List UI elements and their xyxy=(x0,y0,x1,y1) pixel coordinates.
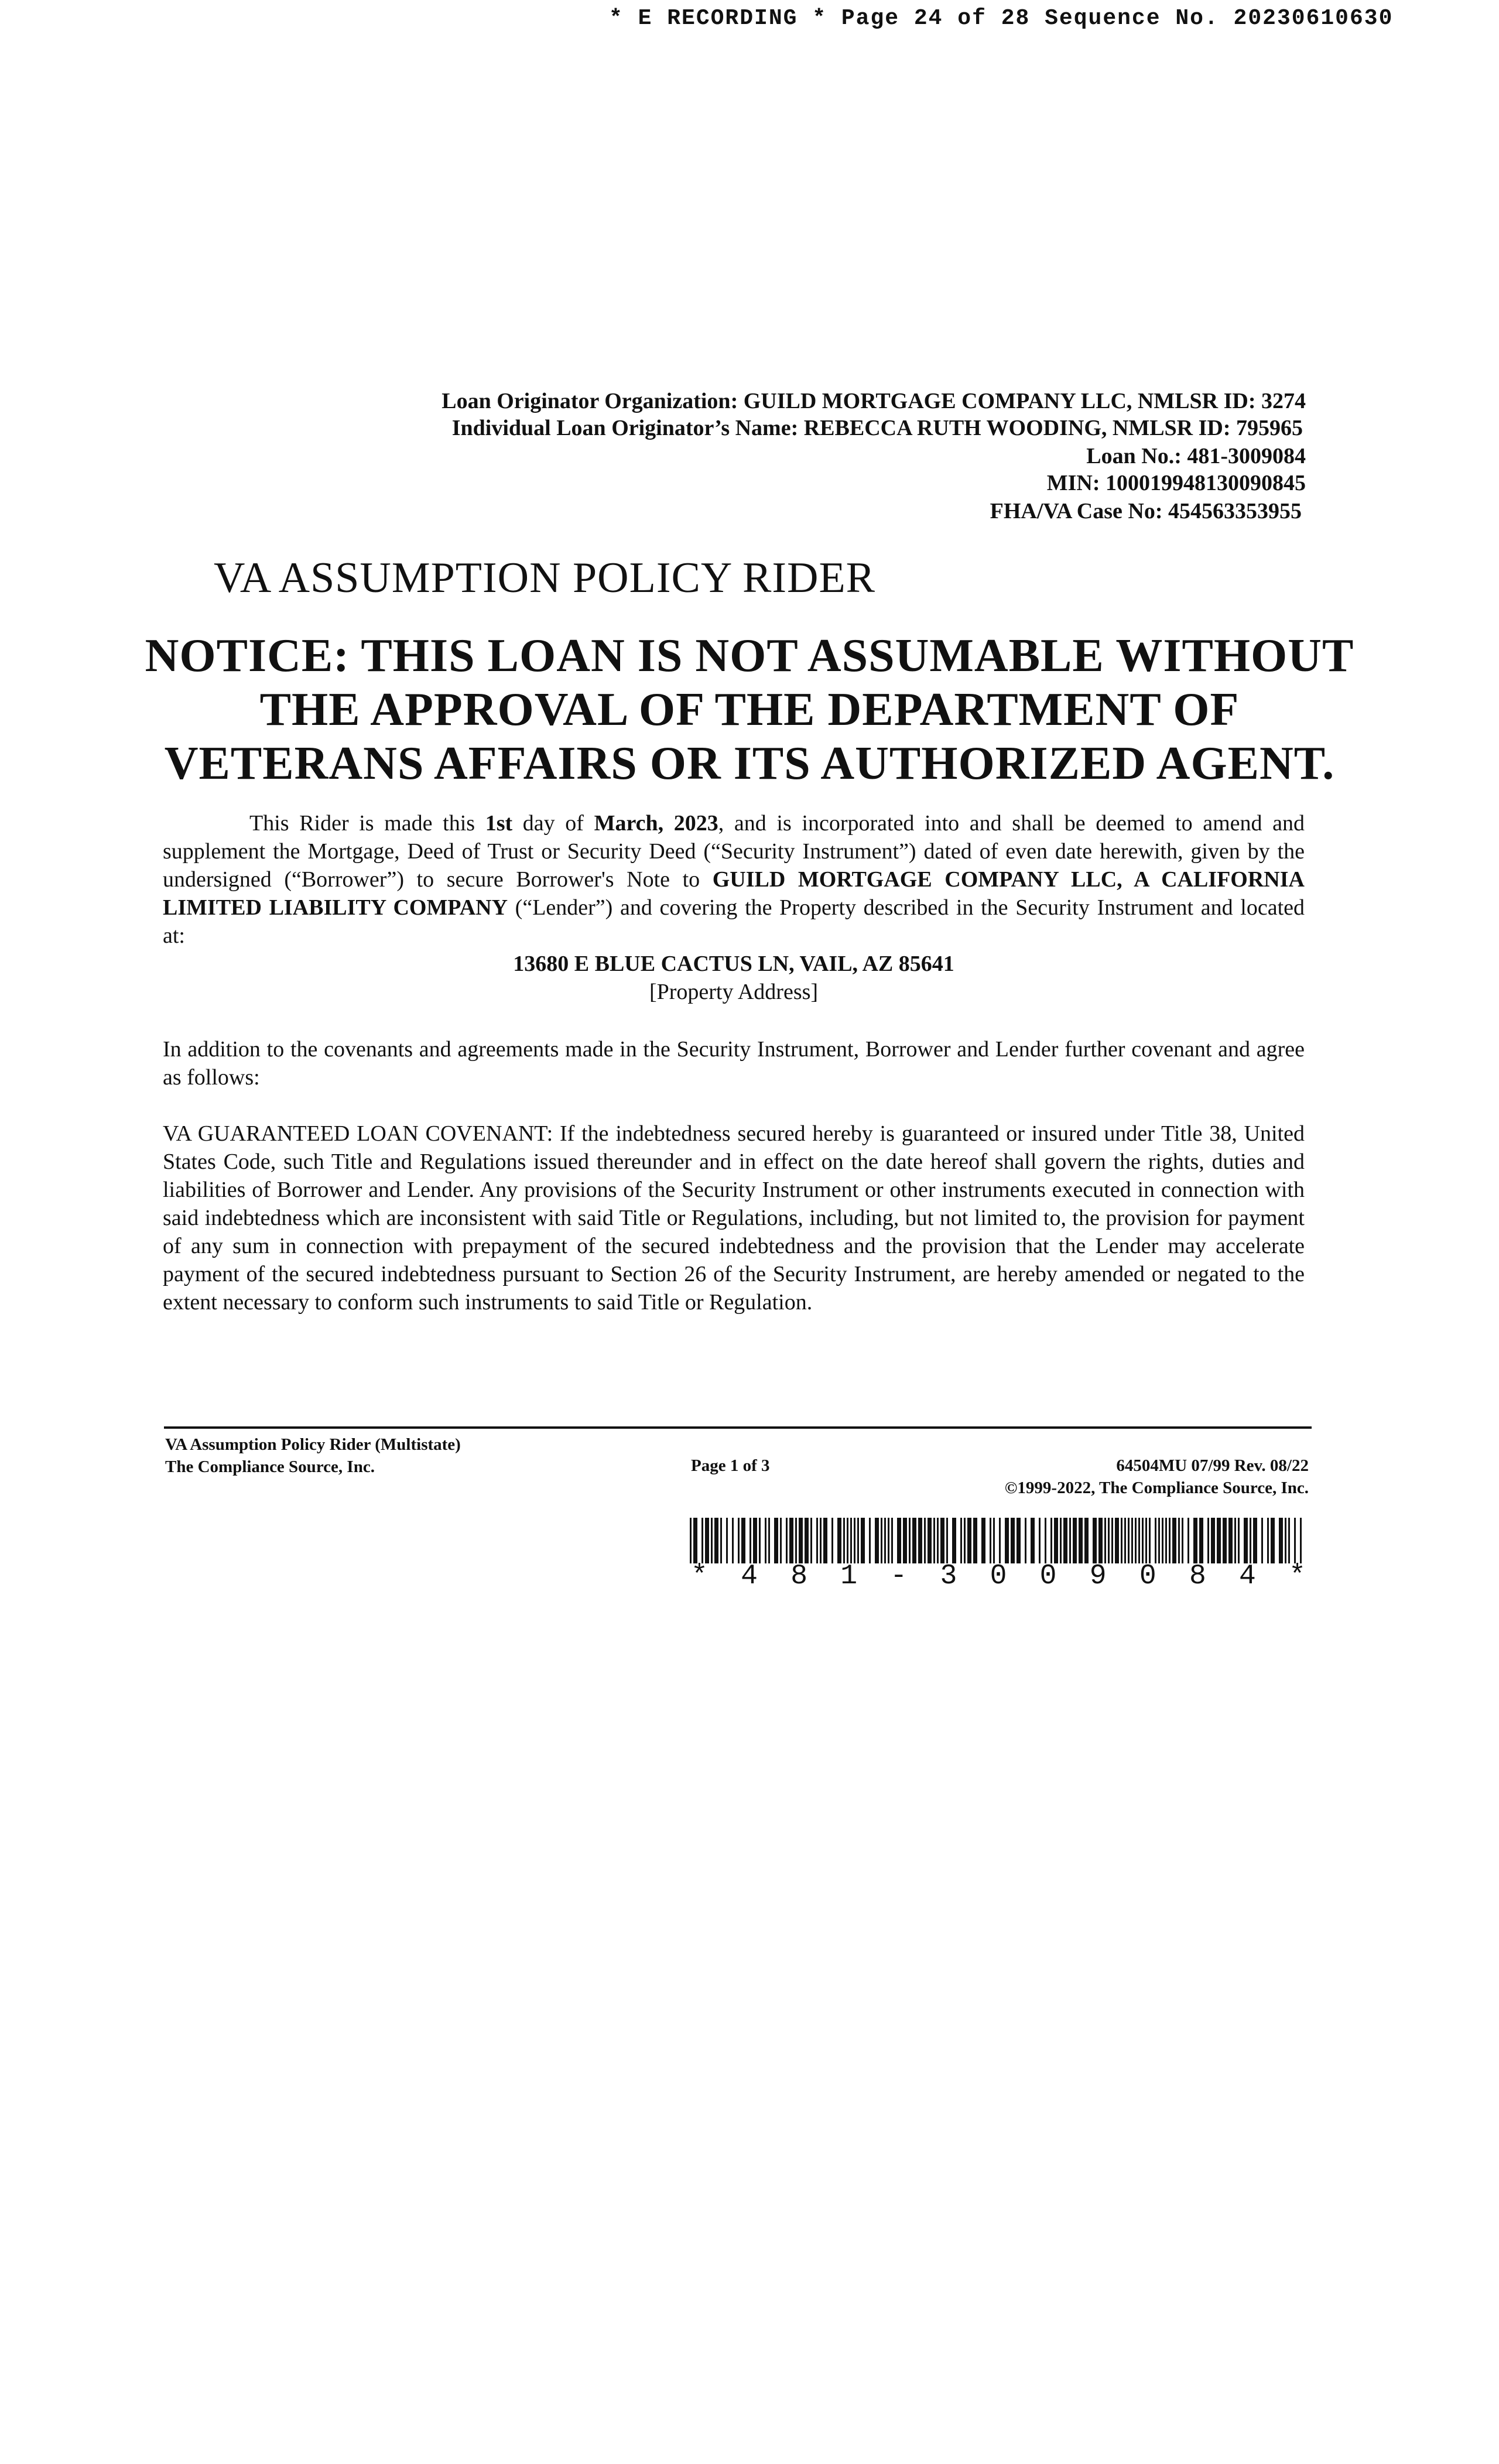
barcode-bar xyxy=(973,1518,977,1563)
barcode-bar xyxy=(940,1518,944,1563)
barcode-bar xyxy=(1135,1518,1137,1563)
barcode-bar xyxy=(1108,1518,1110,1563)
barcode-char: 0 xyxy=(990,1560,1007,1592)
barcode-char: 3 xyxy=(940,1560,957,1592)
intro-text-1: This Rider is made this xyxy=(249,811,485,836)
barcode-bar xyxy=(918,1518,922,1563)
barcode-bar xyxy=(1142,1518,1144,1563)
barcode-bar xyxy=(964,1518,966,1563)
barcode-bar xyxy=(1069,1518,1071,1563)
barcode-bar xyxy=(1285,1518,1286,1563)
notice-line-1: NOTICE: THIS LOAN IS NOT ASSUMABLE WITHOUT xyxy=(145,630,1354,682)
notice-line-2: THE APPROVAL OF THE DEPARTMENT OF xyxy=(259,684,1240,735)
min-number: MIN: 100019948130090845 xyxy=(1046,471,1306,495)
barcode-bar xyxy=(738,1518,740,1563)
barcode-bar xyxy=(990,1518,991,1563)
barcode-bar xyxy=(714,1518,718,1563)
loan-originator-organization: Loan Originator Organization: GUILD MORTGAGE COMPANY LLC, NMLSR ID: 3274 xyxy=(442,389,1306,413)
barcode-human-readable xyxy=(691,1560,1306,1593)
document-title: VA ASSUMPTION POLICY RIDER xyxy=(213,554,876,602)
barcode-bar xyxy=(1124,1518,1126,1563)
barcode-bar xyxy=(810,1518,812,1563)
barcode-bar xyxy=(1045,1518,1046,1563)
footer-page-number: Page 1 of 3 xyxy=(691,1456,770,1475)
barcode-bar xyxy=(1138,1518,1140,1563)
barcode-bar xyxy=(881,1518,882,1563)
barcode-char: 4 xyxy=(1239,1560,1256,1592)
barcode-bar xyxy=(1223,1518,1227,1563)
barcode-bar xyxy=(690,1518,692,1563)
barcode-bar xyxy=(701,1518,703,1563)
barcode-bar xyxy=(1253,1518,1257,1563)
barcode-bar xyxy=(831,1518,833,1563)
barcode-char: 0 xyxy=(1039,1560,1057,1592)
barcode-bar xyxy=(869,1518,871,1563)
notice-line-3: VETERANS AFFAIRS OR ITS AUTHORIZED AGENT. xyxy=(164,738,1335,789)
barcode-bar xyxy=(1063,1518,1067,1563)
barcode-bar xyxy=(1267,1518,1269,1563)
intro-text-2: day of xyxy=(512,811,594,836)
footer-form-name: VA Assumption Policy Rider (Multistate) xyxy=(165,1435,461,1454)
barcode-bar xyxy=(1238,1518,1240,1563)
barcode-bar xyxy=(1155,1518,1156,1563)
barcode-char: 8 xyxy=(1189,1560,1206,1592)
barcode-bar xyxy=(1261,1518,1263,1563)
barcode-bar xyxy=(1158,1518,1160,1563)
footer-form-info xyxy=(165,1433,461,1478)
barcode-bar xyxy=(1011,1518,1015,1563)
barcode-char: 1 xyxy=(840,1560,858,1592)
barcode-bar xyxy=(1031,1518,1035,1563)
barcode-bar xyxy=(1115,1518,1119,1563)
va-guaranteed-loan-covenant: VA GUARANTEED LOAN COVENANT: If the indebtedness secured hereby is guaranteed or insured under Title 38, United States Code, such Title and Regulations issued thereunder and in effect on the date hereof shall govern the rights, duties and liabilities of Borrower and Lender. Any provisions of the Security Instrument or other instruments executed in connection with said indebtedness which are inconsistent with said Title or Regulations, including, but not limited to, the provision for payment of any sum in connection with prepayment of the secured indebtedness and the provision that the Lender may accelerate payment of the secured indebtedness pursuant to Section 26 of the Security Instrument, are hereby amended or negated to the extent necessary to conform such instruments to said Title or Regulation. xyxy=(163,1121,1305,1315)
barcode-bar xyxy=(1093,1518,1097,1563)
barcode-bar xyxy=(1172,1518,1176,1563)
footer-form-code-block xyxy=(1005,1455,1309,1499)
barcode-bar xyxy=(1207,1518,1209,1563)
barcode-bar xyxy=(981,1518,985,1563)
barcode-char: 4 xyxy=(741,1560,758,1592)
barcode-bar xyxy=(750,1518,751,1563)
property-address-label: [Property Address] xyxy=(649,980,819,1004)
rider-day: 1st xyxy=(485,811,513,836)
barcode-bar xyxy=(1104,1518,1106,1563)
footer-form-code: 64504MU 07/99 Rev. 08/22 xyxy=(1116,1456,1309,1475)
barcode-bar xyxy=(967,1518,971,1563)
barcode-bar xyxy=(891,1518,893,1563)
barcode-bar xyxy=(1073,1518,1077,1563)
intro-text-3: , and is incorporated into and shall be deemed to amend and supplement the Mortgage, Deed of Trust or Security Deed (“Security Instrument”) dated of even date herewith, given by the undersigned (“Borrower”) to secure Borrower's Note to xyxy=(163,811,1305,892)
barcode-bar xyxy=(847,1518,848,1563)
barcode-bar xyxy=(1060,1518,1062,1563)
barcode-bar xyxy=(960,1518,962,1563)
barcode-bar xyxy=(1165,1518,1167,1563)
barcode-bar xyxy=(875,1518,879,1563)
footer-copyright: ©1999-2022, The Compliance Source, Inc. xyxy=(1004,1479,1309,1497)
barcode-bar xyxy=(843,1518,845,1563)
recording-stamp: * E RECORDING * Page 24 of 28 Sequence No. 20230610630 xyxy=(609,6,1394,31)
barcode-bar xyxy=(1300,1518,1302,1563)
barcode-bar xyxy=(884,1518,886,1563)
barcode-bar xyxy=(952,1518,956,1563)
barcode-bar xyxy=(857,1518,859,1563)
barcode-bar xyxy=(924,1518,926,1563)
barcode-bar xyxy=(1039,1518,1041,1563)
barcode-bar xyxy=(1084,1518,1089,1563)
barcode-bar xyxy=(705,1518,709,1563)
barcode-bar xyxy=(774,1518,778,1563)
assumption-notice xyxy=(141,629,1358,790)
barcode-bar xyxy=(1234,1518,1236,1563)
barcode-bar xyxy=(720,1518,722,1563)
barcode-char: 0 xyxy=(1139,1560,1156,1592)
barcode-bar xyxy=(909,1518,911,1563)
barcode-bar xyxy=(1187,1518,1189,1563)
barcode-bar xyxy=(837,1518,841,1563)
barcode-bar xyxy=(1017,1518,1021,1563)
lender-name: GUILD MORTGAGE COMPANY LLC, A CALIFORNIA LIMITED LIABILITY COMPANY xyxy=(163,867,1305,920)
barcode-bar xyxy=(1182,1518,1183,1563)
barcode-bar xyxy=(1250,1518,1251,1563)
barcode-bar xyxy=(1050,1518,1052,1563)
rider-month-year: March, 2023 xyxy=(594,811,718,836)
barcode-bar xyxy=(1128,1518,1130,1563)
barcode-bar xyxy=(786,1518,788,1563)
barcode-bar xyxy=(1244,1518,1248,1563)
barcode-bar xyxy=(693,1518,697,1563)
barcode-bar xyxy=(1098,1518,1103,1563)
barcode-bar xyxy=(1131,1518,1133,1563)
barcode-bar xyxy=(820,1518,822,1563)
rider-intro-paragraph xyxy=(163,809,1305,950)
barcode-bar xyxy=(726,1518,728,1563)
barcode-bar xyxy=(903,1518,907,1563)
barcode-bar xyxy=(1217,1518,1221,1563)
barcode-bar xyxy=(1005,1518,1009,1563)
barcode-bar xyxy=(933,1518,935,1563)
barcode-char: 9 xyxy=(1089,1560,1107,1592)
barcode-bar xyxy=(993,1518,995,1563)
barcode-bar xyxy=(946,1518,948,1563)
footer-publisher: The Compliance Source, Inc. xyxy=(165,1457,375,1476)
barcode-bar xyxy=(1288,1518,1290,1563)
barcode-bar xyxy=(768,1518,770,1563)
barcode-bar xyxy=(1025,1518,1026,1563)
barcode-bar xyxy=(1145,1518,1147,1563)
barcode-char: * xyxy=(1289,1560,1306,1592)
barcode-bar xyxy=(805,1518,809,1563)
covenant-intro-paragraph: In addition to the covenants and agreements made in the Security Instrument, Borrower and Lender further covenant and agree as follows: xyxy=(163,1037,1305,1090)
footer-divider xyxy=(164,1426,1312,1429)
barcode-bar xyxy=(789,1518,793,1563)
barcode-bar xyxy=(861,1518,865,1563)
property-address-block xyxy=(163,950,1305,1006)
barcode-bar xyxy=(912,1518,916,1563)
barcode-bar xyxy=(1054,1518,1058,1563)
intro-text-4: (“Lender”) and covering the Property described in the Security Instrument and located at: xyxy=(163,895,1305,948)
fha-va-case-number: FHA/VA Case No: 454563353955 xyxy=(990,499,1302,523)
barcode-bar xyxy=(888,1518,889,1563)
barcode-bar xyxy=(1271,1518,1275,1563)
barcode-bar xyxy=(1111,1518,1113,1563)
barcode-bar xyxy=(711,1518,713,1563)
barcode-bar xyxy=(999,1518,1001,1563)
barcode-bar xyxy=(1228,1518,1233,1563)
barcode-bar xyxy=(816,1518,818,1563)
barcode-bar xyxy=(928,1518,932,1563)
loan-barcode xyxy=(690,1518,1305,1563)
individual-loan-originator: Individual Loan Originator’s Name: REBECCA RUTH WOODING, NMLSR ID: 795965 xyxy=(451,416,1303,440)
barcode-char: * xyxy=(691,1560,708,1592)
barcode-bar xyxy=(1199,1518,1203,1563)
barcode-bar xyxy=(1193,1518,1197,1563)
barcode-bar xyxy=(1279,1518,1283,1563)
barcode-bar xyxy=(1178,1518,1180,1563)
barcode-bar xyxy=(1169,1518,1171,1563)
barcode-bar xyxy=(753,1518,757,1563)
barcode-bar xyxy=(795,1518,797,1563)
barcode-bar xyxy=(1211,1518,1215,1563)
barcode-bar xyxy=(1149,1518,1151,1563)
barcode-bar xyxy=(1162,1518,1163,1563)
barcode-bar xyxy=(897,1518,901,1563)
barcode-bar xyxy=(780,1518,782,1563)
barcode-bar xyxy=(854,1518,855,1563)
barcode-bar xyxy=(1079,1518,1083,1563)
barcode-bar xyxy=(823,1518,827,1563)
loan-number: Loan No.: 481-3009084 xyxy=(1086,444,1306,468)
barcode-char: 8 xyxy=(790,1560,807,1592)
barcode-char: - xyxy=(890,1560,908,1592)
barcode-bar xyxy=(799,1518,803,1563)
barcode-bar xyxy=(732,1518,734,1563)
barcode-bar xyxy=(850,1518,852,1563)
barcode-bar xyxy=(937,1518,939,1563)
barcode-bar xyxy=(1294,1518,1296,1563)
barcode-bar xyxy=(741,1518,745,1563)
barcode-bar xyxy=(765,1518,766,1563)
barcode-bar xyxy=(759,1518,761,1563)
property-address: 13680 E BLUE CACTUS LN, VAIL, AZ 85641 xyxy=(513,952,954,976)
barcode-bar xyxy=(1121,1518,1122,1563)
